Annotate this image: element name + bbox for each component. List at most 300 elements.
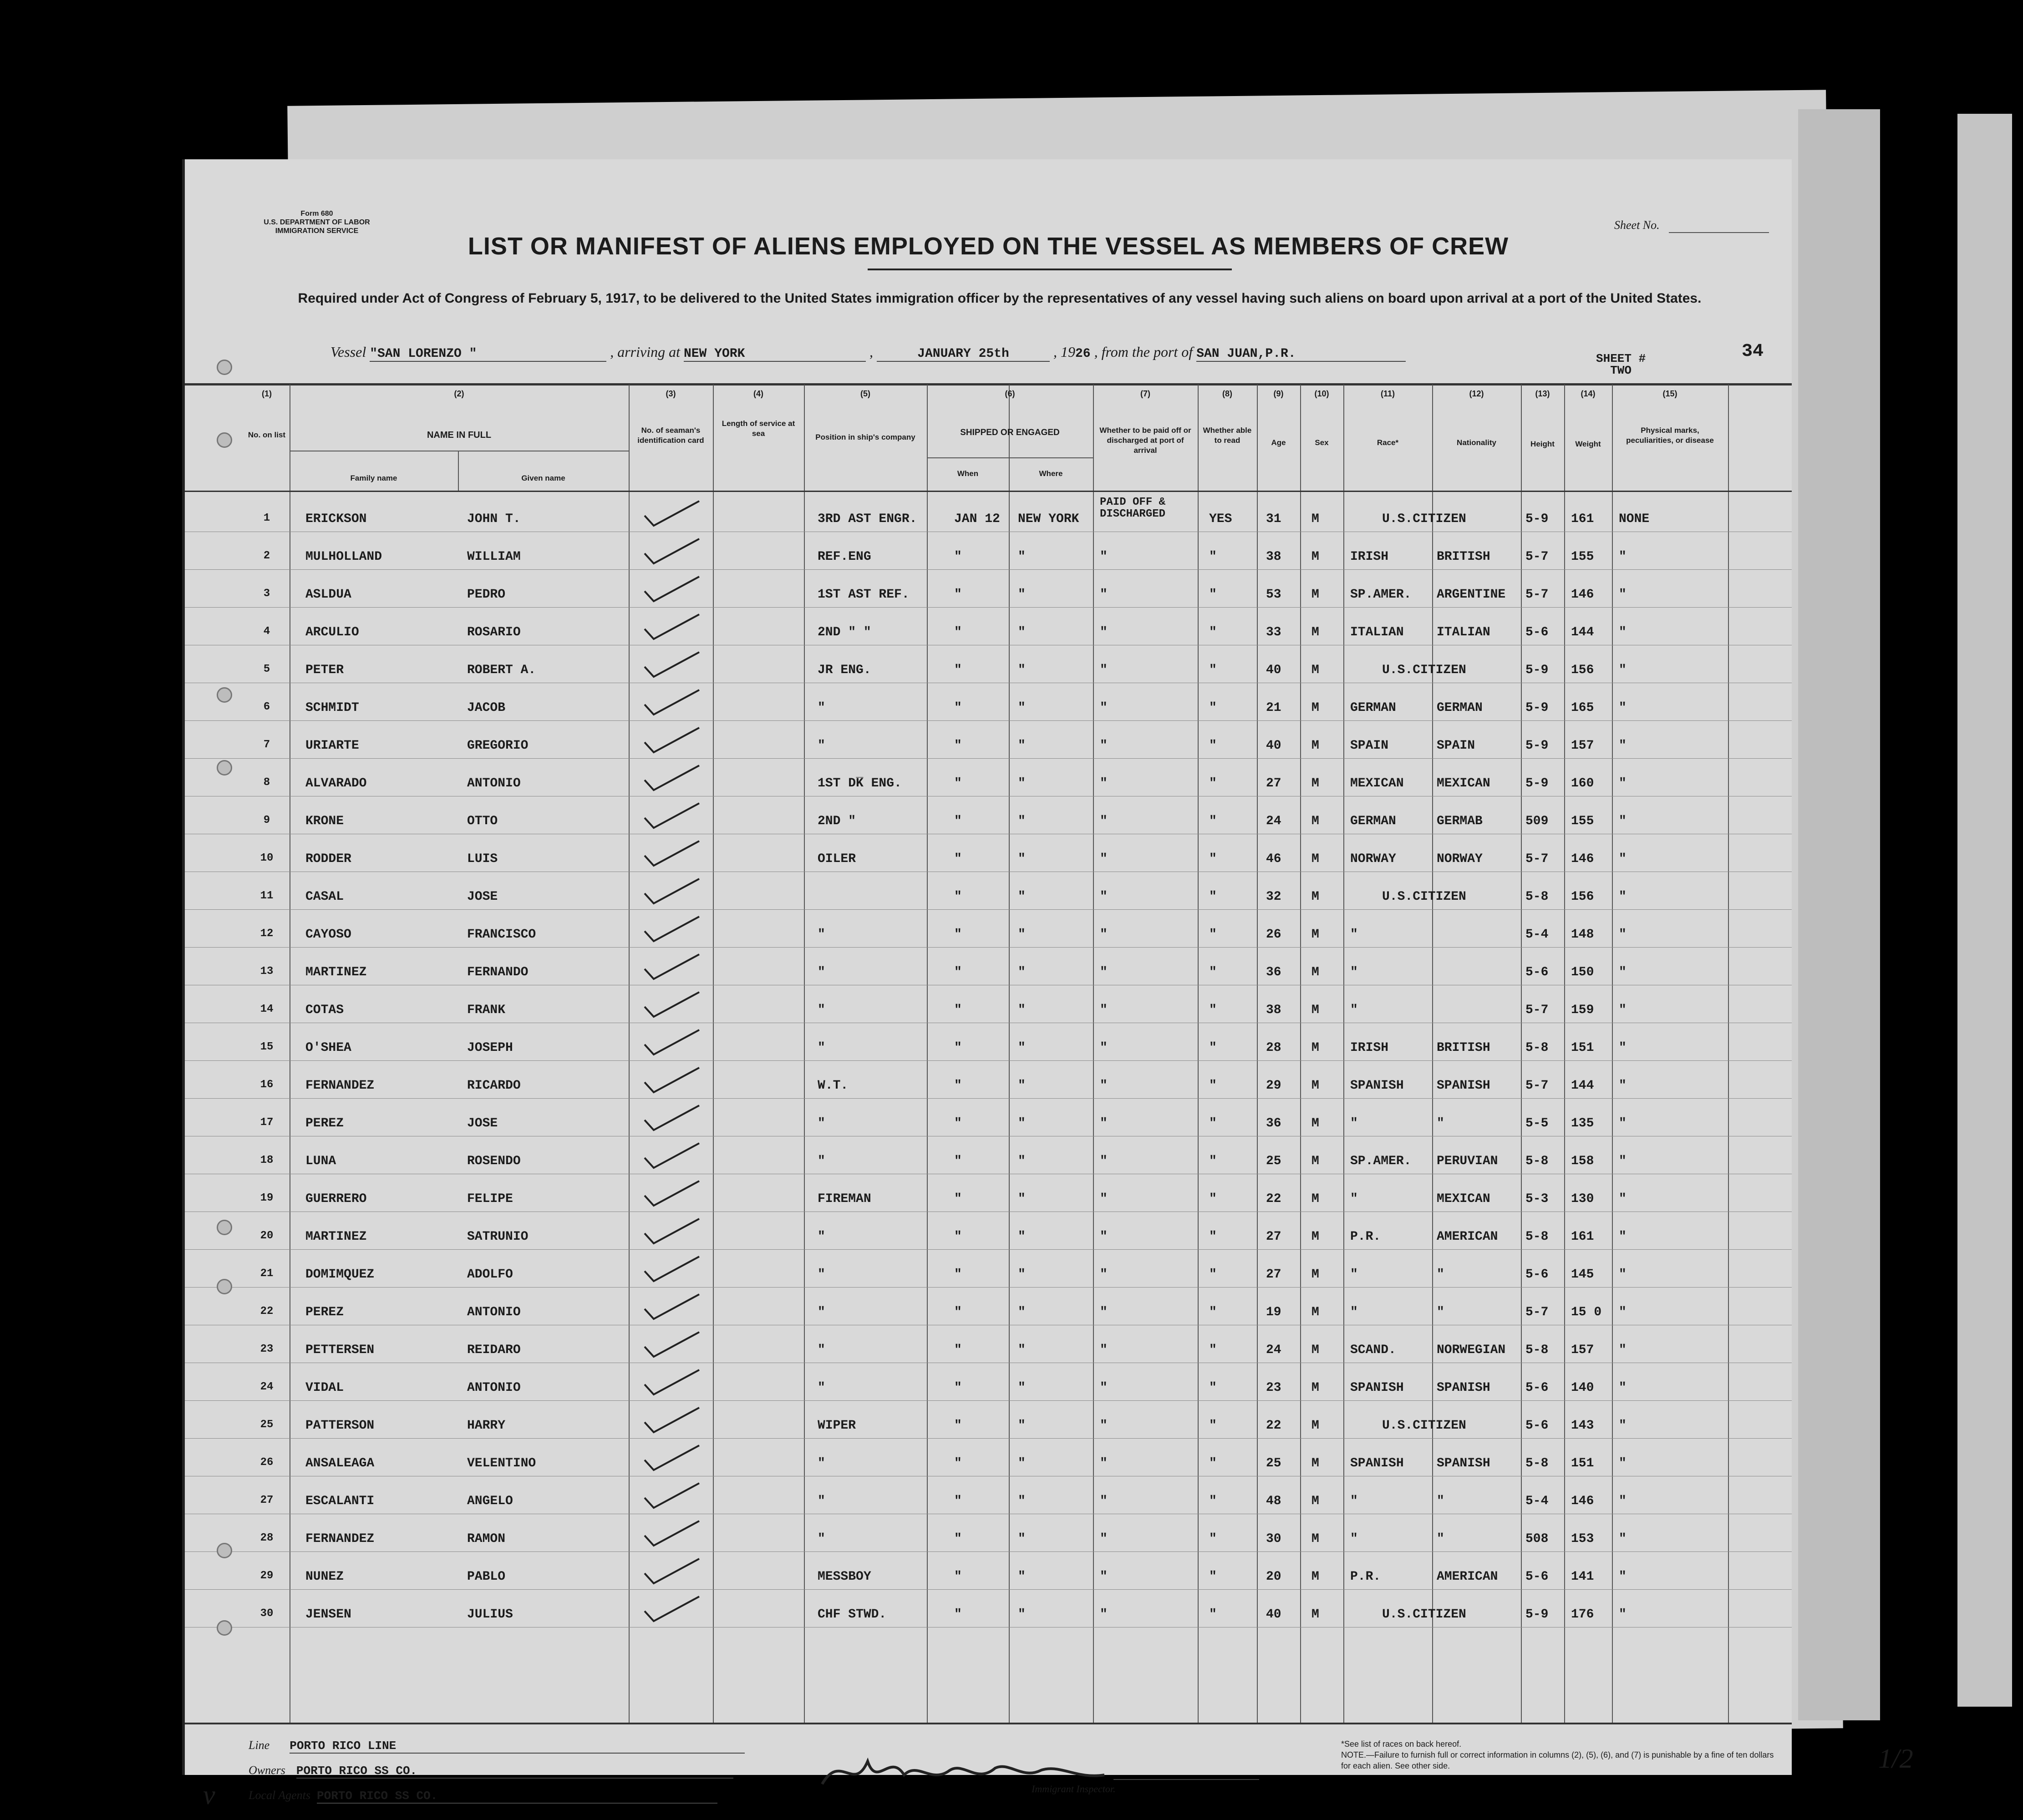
cell-paid-off: " bbox=[1100, 739, 1108, 753]
cell-shipped-when: " bbox=[954, 1116, 962, 1131]
check-mark-icon bbox=[640, 611, 704, 643]
binder-hole bbox=[217, 1279, 232, 1294]
cell-shipped-where: " bbox=[1018, 1154, 1026, 1168]
cell-given-name: OTTO bbox=[467, 814, 498, 828]
check-mark-icon bbox=[640, 686, 704, 718]
cell-position: 3RD AST ENGR. bbox=[818, 512, 917, 526]
cell-weight: 143 bbox=[1571, 1419, 1594, 1433]
cell-row-number: 10 bbox=[260, 852, 274, 864]
cell-height: 5-8 bbox=[1525, 1343, 1549, 1357]
cell-paid-off: " bbox=[1100, 1192, 1108, 1206]
cell-physical-marks: " bbox=[1619, 739, 1627, 753]
cell-weight: 157 bbox=[1571, 739, 1594, 753]
cell-paid-off: " bbox=[1100, 625, 1108, 639]
cell-family-name: PETTERSEN bbox=[305, 1343, 375, 1357]
table-row bbox=[185, 607, 1792, 645]
cell-weight: 148 bbox=[1571, 928, 1594, 942]
cell-height: 5-6 bbox=[1525, 625, 1549, 639]
cell-given-name: JOSEPH bbox=[467, 1041, 513, 1055]
cell-position: MESSBOY bbox=[818, 1570, 871, 1584]
cell-shipped-where: NEW YORK bbox=[1018, 512, 1079, 526]
cell-height: 5-9 bbox=[1525, 701, 1549, 715]
cell-row-number: 8 bbox=[263, 776, 270, 789]
cell-shipped-when: " bbox=[954, 1003, 962, 1017]
owners-label: Owners bbox=[249, 1764, 285, 1777]
cell-shipped-when: " bbox=[954, 1494, 962, 1508]
cell-nationality: SPANISH bbox=[1437, 1456, 1490, 1470]
service-name: IMMIGRATION SERVICE bbox=[275, 227, 359, 235]
col-num-6: (6) bbox=[1005, 389, 1015, 398]
vessel-name: "SAN LORENZO " bbox=[370, 347, 606, 362]
cell-shipped-where: " bbox=[1018, 1456, 1026, 1470]
cell-height: 5-7 bbox=[1525, 550, 1549, 564]
col-num-12: (12) bbox=[1469, 389, 1484, 398]
check-mark-icon bbox=[640, 1215, 704, 1247]
cell-family-name: LUNA bbox=[305, 1154, 336, 1168]
cell-nationality: BRITISH bbox=[1437, 550, 1490, 564]
cell-row-number: 19 bbox=[260, 1192, 274, 1204]
cell-physical-marks: " bbox=[1619, 852, 1627, 866]
cell-family-name: MARTINEZ bbox=[305, 1230, 367, 1244]
penalty-note: NOTE.—Failure to furnish full or correct information in columns (2), (5), (6), and (7) is punishable by a fine of ten dollars for each alien. See other side. bbox=[1341, 1750, 1774, 1770]
cell-height: 5-4 bbox=[1525, 928, 1549, 942]
check-mark-icon bbox=[640, 1366, 704, 1398]
cell-weight: 15 0 bbox=[1571, 1305, 1602, 1319]
table-row bbox=[185, 1287, 1792, 1325]
cell-height: 5-7 bbox=[1525, 588, 1549, 602]
cell-shipped-when: " bbox=[954, 814, 962, 828]
cell-race: " bbox=[1350, 1116, 1358, 1131]
sheet-label: SHEET # bbox=[1596, 352, 1646, 365]
cell-shipped-when: " bbox=[954, 550, 962, 564]
cell-position: " bbox=[818, 1532, 825, 1546]
cell-physical-marks: " bbox=[1619, 1419, 1627, 1433]
arriving-label: , arriving at bbox=[610, 344, 680, 360]
cell-weight: 151 bbox=[1571, 1041, 1594, 1055]
cell-shipped-when: " bbox=[954, 701, 962, 715]
cell-position: " bbox=[818, 1041, 825, 1055]
cell-position: WIPER bbox=[818, 1419, 856, 1433]
cell-paid-off: " bbox=[1100, 1343, 1108, 1357]
cell-paid-off: " bbox=[1100, 890, 1108, 904]
page-title: LIST OR MANIFEST OF ALIENS EMPLOYED ON THE VESSEL AS MEMBERS OF CREW bbox=[468, 233, 1509, 260]
cell-race: SP.AMER. bbox=[1350, 1154, 1412, 1168]
check-mark-icon bbox=[640, 837, 704, 869]
cell-row-number: 23 bbox=[260, 1343, 274, 1355]
cell-able-to-read: " bbox=[1209, 1570, 1217, 1584]
cell-race: U.S.CITIZEN bbox=[1382, 1419, 1466, 1433]
cell-shipped-where: " bbox=[1018, 1419, 1026, 1433]
cell-shipped-where: " bbox=[1018, 1116, 1026, 1131]
cell-paid-off: " bbox=[1100, 965, 1108, 979]
cell-able-to-read: " bbox=[1209, 701, 1217, 715]
cell-family-name: PEREZ bbox=[305, 1116, 344, 1131]
binder-hole bbox=[217, 687, 232, 703]
cell-given-name: REIDARO bbox=[467, 1343, 521, 1357]
cell-position: " bbox=[818, 1494, 825, 1508]
cell-nationality: " bbox=[1437, 1305, 1444, 1319]
cell-family-name: MULHOLLAND bbox=[305, 550, 382, 564]
cell-height: 5-3 bbox=[1525, 1192, 1549, 1206]
cell-weight: 158 bbox=[1571, 1154, 1594, 1168]
cell-shipped-when: " bbox=[954, 625, 962, 639]
cell-given-name: PABLO bbox=[467, 1570, 506, 1584]
col-num-1: (1) bbox=[262, 389, 272, 398]
cell-shipped-where: " bbox=[1018, 1079, 1026, 1093]
cell-row-number: 16 bbox=[260, 1079, 274, 1091]
cell-row-number: 24 bbox=[260, 1381, 274, 1393]
cell-given-name: FERNANDO bbox=[467, 965, 529, 979]
cell-given-name: JOSE bbox=[467, 1116, 498, 1131]
cell-paid-off: " bbox=[1100, 1305, 1108, 1319]
cell-family-name: SCHMIDT bbox=[305, 701, 359, 715]
cell-sex: M bbox=[1311, 852, 1319, 866]
cell-row-number: 17 bbox=[260, 1116, 274, 1129]
cell-family-name: RODDER bbox=[305, 852, 351, 866]
binder-hole bbox=[217, 1543, 232, 1558]
cell-paid-off: PAID OFF & DISCHARGED bbox=[1100, 496, 1166, 520]
cell-age: 53 bbox=[1266, 588, 1281, 602]
cell-physical-marks: " bbox=[1619, 1192, 1627, 1206]
cell-nationality: MEXICAN bbox=[1437, 776, 1490, 791]
cell-given-name: RAMON bbox=[467, 1532, 506, 1546]
cell-age: 24 bbox=[1266, 814, 1281, 828]
cell-able-to-read: " bbox=[1209, 928, 1217, 942]
cell-race: SPANISH bbox=[1350, 1079, 1404, 1093]
cell-race: " bbox=[1350, 1494, 1358, 1508]
check-mark-icon bbox=[640, 1404, 704, 1436]
owners-field bbox=[249, 1764, 840, 1779]
binder-hole bbox=[217, 432, 232, 448]
cell-sex: M bbox=[1311, 625, 1319, 639]
cell-shipped-where: " bbox=[1018, 1267, 1026, 1282]
check-mark-icon bbox=[640, 1442, 704, 1474]
cell-age: 30 bbox=[1266, 1532, 1281, 1546]
cell-family-name: FERNANDEZ bbox=[305, 1079, 375, 1093]
cell-nationality: PERUVIAN bbox=[1437, 1154, 1498, 1168]
cell-age: 31 bbox=[1266, 512, 1281, 526]
check-mark-icon bbox=[640, 1177, 704, 1209]
cell-physical-marks: " bbox=[1619, 965, 1627, 979]
cell-given-name: FRANCISCO bbox=[467, 928, 536, 942]
cell-weight: 130 bbox=[1571, 1192, 1594, 1206]
cell-age: 27 bbox=[1266, 776, 1281, 791]
cell-physical-marks: " bbox=[1619, 1041, 1627, 1055]
cell-shipped-where: " bbox=[1018, 1192, 1026, 1206]
cell-age: 25 bbox=[1266, 1456, 1281, 1470]
check-mark-icon bbox=[640, 1555, 704, 1587]
cell-shipped-when: " bbox=[954, 1419, 962, 1433]
cell-paid-off: " bbox=[1100, 1116, 1108, 1131]
cell-weight: 146 bbox=[1571, 1494, 1594, 1508]
table-row bbox=[185, 1551, 1792, 1590]
cell-age: 33 bbox=[1266, 625, 1281, 639]
cell-nationality: " bbox=[1437, 1267, 1444, 1282]
col-num-15: (15) bbox=[1662, 389, 1677, 398]
cell-race: SPAIN bbox=[1350, 739, 1389, 753]
cell-given-name: JOHN T. bbox=[467, 512, 521, 526]
check-mark-icon bbox=[640, 1102, 704, 1134]
cell-physical-marks: " bbox=[1619, 890, 1627, 904]
cell-height: 5-6 bbox=[1525, 1267, 1549, 1282]
cell-family-name: PETER bbox=[305, 663, 344, 677]
col-num-13: (13) bbox=[1535, 389, 1550, 398]
cell-given-name: SATRUNIO bbox=[467, 1230, 529, 1244]
cell-physical-marks: " bbox=[1619, 1267, 1627, 1282]
cell-sex: M bbox=[1311, 1494, 1319, 1508]
cell-race: " bbox=[1350, 1003, 1358, 1017]
table-row bbox=[185, 758, 1792, 796]
cell-nationality: GERMAB bbox=[1437, 814, 1483, 828]
cell-shipped-where: " bbox=[1018, 701, 1026, 715]
cell-nationality: MEXICAN bbox=[1437, 1192, 1490, 1206]
cell-age: 21 bbox=[1266, 701, 1281, 715]
cell-position: JR ENG. bbox=[818, 663, 871, 677]
check-mark-icon bbox=[640, 649, 704, 680]
cell-race: U.S.CITIZEN bbox=[1382, 890, 1466, 904]
table-row bbox=[185, 1023, 1792, 1061]
binder-hole bbox=[217, 760, 232, 776]
cell-position: FIREMAN bbox=[818, 1192, 871, 1206]
header-no-on-list: No. on list bbox=[248, 431, 286, 439]
check-mark-icon bbox=[640, 1291, 704, 1323]
cell-given-name: WILLIAM bbox=[467, 550, 521, 564]
cell-paid-off: " bbox=[1100, 1230, 1108, 1244]
header-sex: Sex bbox=[1315, 438, 1329, 447]
cell-position: 1ST DK̅ ENG. bbox=[818, 776, 902, 791]
cell-height: 5-7 bbox=[1525, 852, 1549, 866]
cell-given-name: ANTONIO bbox=[467, 776, 521, 791]
cell-sex: M bbox=[1311, 814, 1319, 828]
cell-shipped-where: " bbox=[1018, 1041, 1026, 1055]
check-mark-icon bbox=[640, 800, 704, 831]
cell-nationality: NORWEGIAN bbox=[1437, 1343, 1506, 1357]
arrival-year: 26 bbox=[1075, 347, 1091, 361]
cell-able-to-read: YES bbox=[1209, 512, 1232, 526]
cell-race: " bbox=[1350, 1267, 1358, 1282]
cell-race: " bbox=[1350, 1532, 1358, 1546]
cell-race: P.R. bbox=[1350, 1230, 1381, 1244]
cell-family-name: PATTERSON bbox=[305, 1419, 375, 1433]
binder-hole bbox=[217, 1620, 232, 1636]
cell-sex: M bbox=[1311, 1607, 1319, 1622]
cell-physical-marks: " bbox=[1619, 588, 1627, 602]
cell-physical-marks: " bbox=[1619, 1532, 1627, 1546]
form-reference bbox=[249, 209, 385, 235]
col-num-3: (3) bbox=[666, 389, 676, 398]
cell-position: " bbox=[818, 701, 825, 715]
cell-family-name: PEREZ bbox=[305, 1305, 344, 1319]
cell-position: 1ST AST REF. bbox=[818, 588, 910, 602]
check-mark-icon bbox=[640, 1064, 704, 1096]
cell-height: 5-6 bbox=[1525, 1419, 1549, 1433]
table-row bbox=[185, 1136, 1792, 1174]
cell-family-name: ERICKSON bbox=[305, 512, 367, 526]
cell-family-name: O'SHEA bbox=[305, 1041, 351, 1055]
cell-sex: M bbox=[1311, 1381, 1319, 1395]
cell-physical-marks: " bbox=[1619, 1079, 1627, 1093]
adjacent-page-strip bbox=[1957, 114, 2012, 1707]
check-mark-icon bbox=[640, 989, 704, 1020]
races-note: *See list of races on back hereof. bbox=[1341, 1739, 1462, 1749]
cell-age: 40 bbox=[1266, 739, 1281, 753]
cell-weight: 155 bbox=[1571, 550, 1594, 564]
sheet-number bbox=[1596, 353, 1646, 376]
table-top-rule bbox=[185, 383, 1792, 385]
cell-shipped-when: " bbox=[954, 1267, 962, 1282]
cell-sex: M bbox=[1311, 512, 1319, 526]
cell-weight: 145 bbox=[1571, 1267, 1594, 1282]
cell-family-name: ESCALANTI bbox=[305, 1494, 375, 1508]
cell-shipped-when: " bbox=[954, 1381, 962, 1395]
binder-hole bbox=[217, 360, 232, 375]
cell-nationality: SPANISH bbox=[1437, 1381, 1490, 1395]
cell-nationality: SPAIN bbox=[1437, 739, 1475, 753]
under-sheet-edge bbox=[1798, 109, 1880, 1720]
check-mark-icon bbox=[640, 573, 704, 605]
cell-height: 509 bbox=[1525, 814, 1549, 828]
cell-paid-off: " bbox=[1100, 1381, 1108, 1395]
cell-weight: 161 bbox=[1571, 1230, 1594, 1244]
cell-shipped-where: " bbox=[1018, 1381, 1026, 1395]
cell-able-to-read: " bbox=[1209, 1003, 1217, 1017]
cell-shipped-where: " bbox=[1018, 588, 1026, 602]
cell-height: 5-8 bbox=[1525, 1456, 1549, 1470]
footer-top-rule bbox=[185, 1723, 1792, 1724]
name-subdivider bbox=[458, 451, 459, 492]
cell-age: 22 bbox=[1266, 1192, 1281, 1206]
col-num-9: (9) bbox=[1273, 389, 1284, 398]
col-num-11: (11) bbox=[1380, 389, 1395, 398]
cell-sex: M bbox=[1311, 1456, 1319, 1470]
cell-physical-marks: " bbox=[1619, 1154, 1627, 1168]
cell-row-number: 6 bbox=[263, 701, 270, 713]
cell-family-name: ANSALEAGA bbox=[305, 1456, 375, 1470]
cell-physical-marks: " bbox=[1619, 701, 1627, 715]
department-name: U.S. DEPARTMENT OF LABOR bbox=[264, 218, 370, 226]
cell-given-name: ROBERT A. bbox=[467, 663, 536, 677]
cell-shipped-when: JAN 12 bbox=[954, 512, 1000, 526]
cell-sex: M bbox=[1311, 1419, 1319, 1433]
cell-able-to-read: " bbox=[1209, 1079, 1217, 1093]
cell-shipped-when: " bbox=[954, 1570, 962, 1584]
cell-shipped-when: " bbox=[954, 1079, 962, 1093]
header-physical: Physical marks, peculiarities, or disease bbox=[1626, 426, 1714, 445]
cell-row-number: 5 bbox=[263, 663, 270, 675]
cell-able-to-read: " bbox=[1209, 814, 1217, 828]
cell-race: GERMAN bbox=[1350, 814, 1396, 828]
cell-paid-off: " bbox=[1100, 1079, 1108, 1093]
cell-physical-marks: " bbox=[1619, 625, 1627, 639]
cell-sex: M bbox=[1311, 663, 1319, 677]
header-paid-off: Whether to be paid off or discharged at port of arrival bbox=[1099, 426, 1191, 455]
cell-shipped-when: " bbox=[954, 1192, 962, 1206]
cell-paid-off: " bbox=[1100, 852, 1108, 866]
header-length-service: Length of service at sea bbox=[722, 419, 795, 438]
cell-row-number: 15 bbox=[260, 1041, 274, 1053]
header-nationality: Nationality bbox=[1457, 438, 1496, 447]
cell-row-number: 29 bbox=[260, 1570, 274, 1582]
cell-shipped-when: " bbox=[954, 965, 962, 979]
cell-given-name: JULIUS bbox=[467, 1607, 513, 1622]
cell-paid-off: " bbox=[1100, 1041, 1108, 1055]
cell-age: 28 bbox=[1266, 1041, 1281, 1055]
cell-weight: 151 bbox=[1571, 1456, 1594, 1470]
table-row bbox=[185, 494, 1792, 532]
cell-race: " bbox=[1350, 1305, 1358, 1319]
cell-position: 2ND " bbox=[818, 814, 856, 828]
cell-height: 5-6 bbox=[1525, 965, 1549, 979]
col-num-7: (7) bbox=[1140, 389, 1150, 398]
cell-height: 5-7 bbox=[1525, 1079, 1549, 1093]
col-num-2: (2) bbox=[454, 389, 464, 398]
check-mark-icon bbox=[640, 535, 704, 567]
cell-height: 5-4 bbox=[1525, 1494, 1549, 1508]
cell-shipped-where: " bbox=[1018, 1494, 1026, 1508]
cell-weight: 146 bbox=[1571, 852, 1594, 866]
check-mark-icon bbox=[640, 1140, 704, 1171]
cell-family-name: FERNANDEZ bbox=[305, 1532, 375, 1546]
cell-height: 5-5 bbox=[1525, 1116, 1549, 1131]
cell-sex: M bbox=[1311, 701, 1319, 715]
cell-paid-off: " bbox=[1100, 928, 1108, 942]
table-row bbox=[185, 532, 1792, 570]
col-num-8: (8) bbox=[1222, 389, 1232, 398]
cell-height: 5-8 bbox=[1525, 890, 1549, 904]
vessel-label: Vessel bbox=[330, 344, 366, 360]
cell-family-name: CASAL bbox=[305, 890, 344, 904]
cell-able-to-read: " bbox=[1209, 1230, 1217, 1244]
cell-sex: M bbox=[1311, 1003, 1319, 1017]
cell-family-name: DOMIMQUEZ bbox=[305, 1267, 375, 1282]
cell-age: 38 bbox=[1266, 550, 1281, 564]
cell-physical-marks: " bbox=[1619, 1343, 1627, 1357]
check-mark-icon bbox=[640, 1328, 704, 1360]
cell-able-to-read: " bbox=[1209, 588, 1217, 602]
cell-row-number: 26 bbox=[260, 1456, 274, 1469]
cell-shipped-when: " bbox=[954, 1456, 962, 1470]
cell-shipped-where: " bbox=[1018, 625, 1026, 639]
cell-paid-off: " bbox=[1100, 550, 1108, 564]
agents-value: PORTO RICO SS CO. bbox=[317, 1789, 717, 1804]
cell-able-to-read: " bbox=[1209, 1532, 1217, 1546]
cell-position: 2ND " " bbox=[818, 625, 871, 639]
cell-sex: M bbox=[1311, 1079, 1319, 1093]
table-row bbox=[185, 796, 1792, 834]
cell-shipped-when: " bbox=[954, 776, 962, 791]
cell-sex: M bbox=[1311, 1570, 1319, 1584]
cell-race: U.S.CITIZEN bbox=[1382, 512, 1466, 526]
cell-race: " bbox=[1350, 928, 1358, 942]
cell-race: IRISH bbox=[1350, 1041, 1389, 1055]
header-family-name: Family name bbox=[350, 474, 397, 482]
cell-given-name: ROSARIO bbox=[467, 625, 521, 639]
cell-shipped-when: " bbox=[954, 1154, 962, 1168]
cell-physical-marks: " bbox=[1619, 1494, 1627, 1508]
cell-paid-off: " bbox=[1100, 1003, 1108, 1017]
cell-weight: 159 bbox=[1571, 1003, 1594, 1017]
table-row bbox=[185, 1249, 1792, 1288]
cell-able-to-read: " bbox=[1209, 890, 1217, 904]
cell-weight: 160 bbox=[1571, 776, 1594, 791]
check-mark-icon bbox=[640, 1480, 704, 1511]
cell-age: 20 bbox=[1266, 1570, 1281, 1584]
cell-age: 27 bbox=[1266, 1267, 1281, 1282]
cell-physical-marks: " bbox=[1619, 776, 1627, 791]
cell-position: " bbox=[818, 928, 825, 942]
table-row bbox=[185, 1098, 1792, 1136]
cell-sex: M bbox=[1311, 1230, 1319, 1244]
